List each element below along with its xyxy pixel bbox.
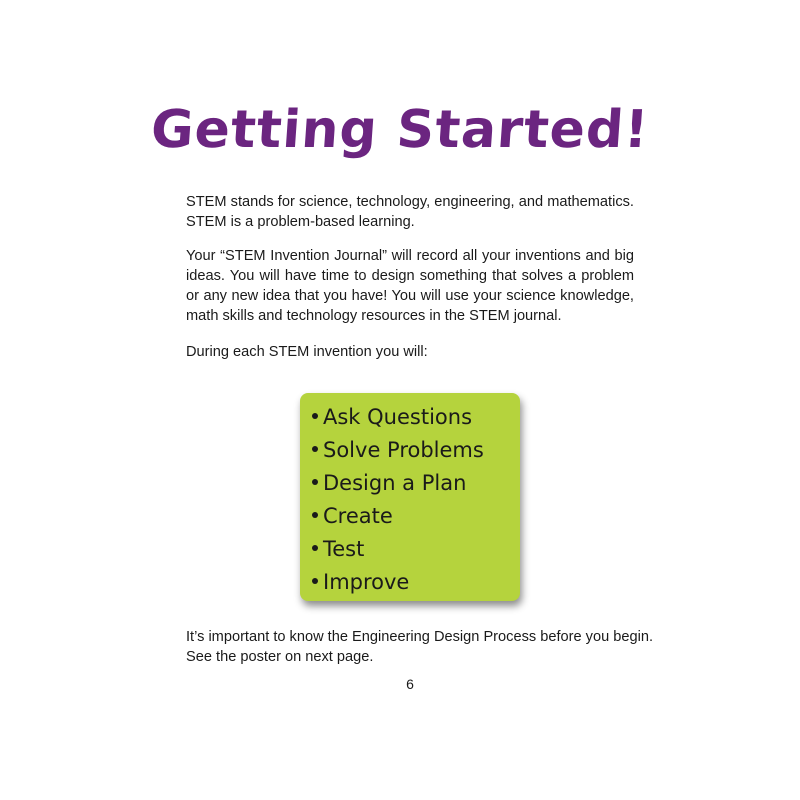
step-item <box>312 434 520 467</box>
closing-line-2: See the poster on next page. <box>186 649 374 665</box>
closing-line-1: It’s important to know the Engineering Design Process before you begin. <box>186 629 653 645</box>
bullet-icon <box>312 512 318 518</box>
intro-paragraph: STEM stands for science, technology, engineering, and mathematics. STEM is a problem-based learning. <box>186 194 634 230</box>
step-label: Solve Problems <box>323 438 484 462</box>
closing-paragraph <box>186 627 656 667</box>
steps-list <box>300 393 520 599</box>
bullet-icon <box>312 479 318 485</box>
step-item <box>312 467 520 500</box>
step-label: Design a Plan <box>323 471 467 495</box>
page-number: 6 <box>406 676 414 692</box>
lead-in-paragraph: During each STEM invention you will: <box>186 344 428 360</box>
steps-box <box>300 393 520 601</box>
step-item <box>312 500 520 533</box>
step-item <box>312 533 520 566</box>
bullet-icon <box>312 545 318 551</box>
step-label: Improve <box>323 570 410 594</box>
journal-paragraph: Your “STEM Invention Journal” will record all your inventions and big ideas. You will have time to design something that solves a problem or any new idea that you have! You will use your science knowledge, math skills and technology resources in the STEM journal. <box>186 248 634 324</box>
step-item <box>312 566 520 599</box>
step-label: Test <box>323 537 365 561</box>
bullet-icon <box>312 578 318 584</box>
step-label: Create <box>323 504 393 528</box>
step-item <box>312 401 520 434</box>
bullet-icon <box>312 413 318 419</box>
step-label: Ask Questions <box>323 405 473 429</box>
bullet-icon <box>312 446 318 452</box>
page-title: Getting Started! <box>148 100 652 160</box>
